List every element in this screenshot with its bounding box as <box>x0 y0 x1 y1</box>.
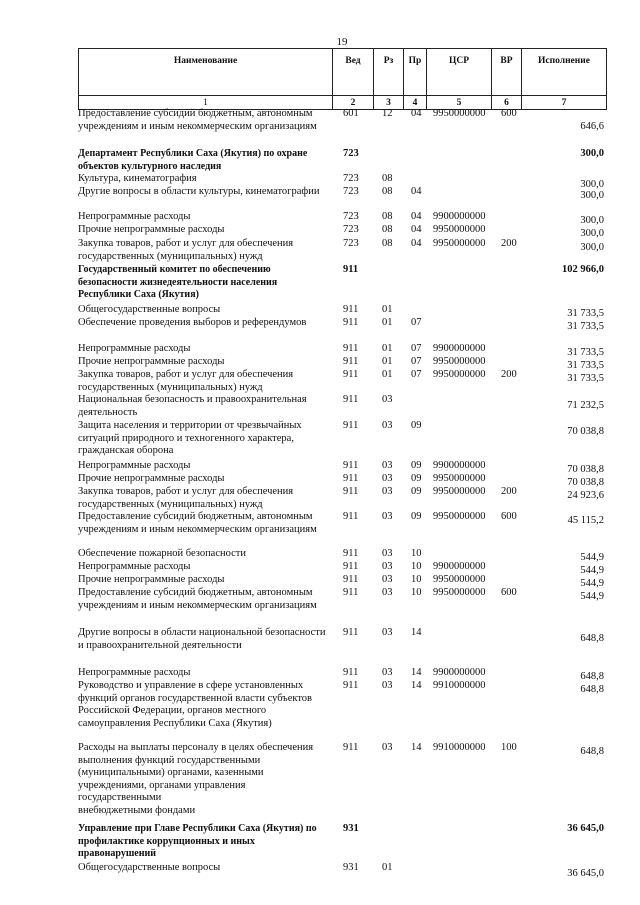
cell-ved: 911 <box>343 343 359 354</box>
cell-pr: 04 <box>411 186 422 197</box>
row-name <box>78 627 330 652</box>
cell-exec: 544,9 <box>580 564 604 576</box>
row-name-line: учреждениями, органами управления государственными <box>78 779 246 804</box>
cell-ved: 911 <box>343 356 359 367</box>
row-name <box>78 473 330 486</box>
row-name <box>78 369 330 394</box>
cell-exec: 70 038,8 <box>567 463 604 475</box>
cell-vr: 200 <box>501 238 517 249</box>
row-name <box>78 460 330 473</box>
cell-csr: 9950000000 <box>433 238 486 249</box>
row-name-line: ситуаций природного и техногенного характера, <box>78 432 294 444</box>
row-name <box>78 304 330 317</box>
cell-pr: 10 <box>411 587 422 598</box>
row-name-line: функций органов государственной власти субъектов <box>78 692 313 704</box>
cell-rz: 03 <box>382 742 393 753</box>
row-name <box>78 420 330 458</box>
row-name <box>78 394 330 419</box>
cell-csr: 9950000000 <box>433 587 486 598</box>
cell-rz: 03 <box>382 561 393 572</box>
row-name-line: Закупка товаров, работ и услуг для обеспечения <box>78 369 294 380</box>
row-name-line: Культура, кинематография <box>78 173 197 184</box>
cell-ved: 911 <box>343 574 359 585</box>
cell-pr: 09 <box>411 420 422 431</box>
cell-ved: 911 <box>343 369 359 380</box>
cell-exec: 31 733,5 <box>567 359 604 371</box>
header-pr: Пр <box>404 49 427 96</box>
cell-csr: 9950000000 <box>433 473 486 484</box>
cell-exec: 300,0 <box>580 189 604 201</box>
header-csr: ЦСР <box>427 49 492 96</box>
cell-pr: 14 <box>411 667 422 678</box>
cell-ved: 911 <box>343 460 359 471</box>
cell-pr: 10 <box>411 561 422 572</box>
cell-exec: 70 038,8 <box>567 476 604 488</box>
cell-exec: 45 115,2 <box>567 514 604 526</box>
cell-pr: 07 <box>411 369 422 380</box>
cell-vr: 200 <box>501 369 517 380</box>
cell-vr: 200 <box>501 486 517 497</box>
cell-vr: 600 <box>501 108 517 119</box>
cell-exec: 544,9 <box>580 577 604 589</box>
row-name <box>78 486 330 511</box>
row-name-line: деятельность <box>78 406 138 418</box>
cell-ved: 911 <box>343 473 359 484</box>
cell-exec: 300,0 <box>580 227 604 239</box>
cell-rz: 03 <box>382 667 393 678</box>
cell-rz: 03 <box>382 574 393 585</box>
cell-exec: 71 232,5 <box>567 400 604 412</box>
cell-exec: 648,8 <box>580 745 604 757</box>
cell-ved: 911 <box>343 667 359 678</box>
cell-ved: 911 <box>343 587 359 598</box>
cell-exec: 300,0 <box>580 179 604 191</box>
cell-ved: 911 <box>343 548 359 559</box>
header-exec: Исполнение <box>522 49 607 96</box>
cell-rz: 03 <box>382 473 393 484</box>
header-num-3: 3 <box>374 96 404 110</box>
cell-exec: 24 923,6 <box>567 489 604 501</box>
row-name-line: Непрограммные расходы <box>78 343 191 354</box>
cell-exec: 36 645,0 <box>567 823 604 834</box>
cell-rz: 03 <box>382 420 393 431</box>
header-num-6: 6 <box>492 96 522 110</box>
cell-pr: 07 <box>411 356 422 367</box>
cell-csr: 9900000000 <box>433 460 486 471</box>
cell-csr: 9910000000 <box>433 680 486 691</box>
row-name-line: и правоохранительной деятельности <box>78 639 242 651</box>
row-name <box>78 561 330 574</box>
cell-exec: 31 733,5 <box>567 346 604 358</box>
header-rz: Рз <box>374 49 404 96</box>
cell-csr: 9900000000 <box>433 211 486 222</box>
cell-pr: 04 <box>411 224 422 235</box>
row-name-line: Предоставление субсидий бюджетным, автономным <box>78 587 313 598</box>
row-name-line: Прочие непрограммные расходы <box>78 473 225 484</box>
cell-csr: 9950000000 <box>433 511 486 522</box>
cell-ved: 723 <box>343 211 359 222</box>
row-name-line: Другие вопросы в области культуры, кинематографии <box>78 186 320 197</box>
cell-pr: 04 <box>411 211 422 222</box>
cell-rz: 03 <box>382 548 393 559</box>
cell-ved: 723 <box>343 186 359 197</box>
cell-exec: 300,0 <box>580 148 604 159</box>
row-name-line: Общегосударственные вопросы <box>78 304 221 315</box>
cell-rz: 08 <box>382 186 393 197</box>
cell-exec: 648,8 <box>580 683 604 695</box>
row-name <box>78 224 330 237</box>
row-name-line: Предоставление субсидий бюджетным, автономным <box>78 108 313 119</box>
cell-pr: 14 <box>411 680 422 691</box>
row-name-line: объектов культурного наследия <box>78 160 222 172</box>
cell-pr: 07 <box>411 343 422 354</box>
cell-rz: 12 <box>382 108 393 119</box>
row-name-line: внебюджетными фондами <box>78 804 196 816</box>
header-vr: ВР <box>492 49 522 96</box>
cell-ved: 911 <box>343 627 359 638</box>
cell-ved: 911 <box>343 742 359 753</box>
header-num-7: 7 <box>522 96 607 110</box>
cell-csr: 9950000000 <box>433 574 486 585</box>
row-name <box>78 238 330 263</box>
row-name-line: Национальная безопасность и правоохранительная <box>78 394 307 405</box>
row-name <box>78 823 330 861</box>
row-name-line: Руководство и управление в сфере установленных <box>78 680 304 691</box>
row-name-line: Непрограммные расходы <box>78 667 191 678</box>
cell-ved: 911 <box>343 420 359 431</box>
cell-rz: 01 <box>382 356 393 367</box>
cell-rz: 03 <box>382 460 393 471</box>
row-name <box>78 343 330 356</box>
cell-csr: 9950000000 <box>433 108 486 119</box>
cell-exec: 648,8 <box>580 633 604 645</box>
header-ved: Вед <box>333 49 374 96</box>
cell-exec: 31 733,5 <box>567 307 604 319</box>
row-name-line: Российской Федерации, органов местного <box>78 705 267 717</box>
cell-rz: 03 <box>382 486 393 497</box>
row-name-line: гражданская оборона <box>78 445 174 457</box>
cell-ved: 911 <box>343 680 359 691</box>
row-name <box>78 742 330 818</box>
cell-ved: 911 <box>343 511 359 522</box>
cell-rz: 03 <box>382 394 393 405</box>
row-name-line: Прочие непрограммные расходы <box>78 574 225 585</box>
cell-csr: 9950000000 <box>433 369 486 380</box>
row-name-line: учреждениям и иным некоммерческим организациям <box>78 599 317 611</box>
row-name-line: Прочие непрограммные расходы <box>78 356 225 367</box>
cell-rz: 08 <box>382 173 393 184</box>
row-name-line: государственных (муниципальных) нужд <box>78 250 263 262</box>
row-name <box>78 680 330 730</box>
cell-pr: 09 <box>411 473 422 484</box>
cell-exec: 102 966,0 <box>562 264 604 275</box>
cell-rz: 08 <box>382 224 393 235</box>
cell-vr: 100 <box>501 742 517 753</box>
cell-rz: 08 <box>382 211 393 222</box>
cell-exec: 300,0 <box>580 241 604 253</box>
row-name-line: безопасности жизнедеятельности населения <box>78 276 278 288</box>
cell-exec: 70 038,8 <box>567 426 604 438</box>
cell-pr: 09 <box>411 511 422 522</box>
cell-ved: 723 <box>343 224 359 235</box>
cell-rz: 01 <box>382 343 393 354</box>
cell-vr: 600 <box>501 587 517 598</box>
cell-ved: 911 <box>343 304 359 315</box>
row-name-line: Закупка товаров, работ и услуг для обеспечения <box>78 238 294 249</box>
cell-exec: 31 733,5 <box>567 372 604 384</box>
row-name <box>78 574 330 587</box>
cell-csr: 9910000000 <box>433 742 486 753</box>
row-name-line: правонарушений <box>78 848 157 860</box>
row-name-line: профилактике коррупционных и иных <box>78 835 255 847</box>
row-name <box>78 211 330 224</box>
row-name-line: Непрограммные расходы <box>78 460 191 471</box>
row-name <box>78 173 330 186</box>
cell-exec: 544,9 <box>580 590 604 602</box>
cell-rz: 03 <box>382 627 393 638</box>
row-name-line: учреждениям и иным некоммерческим организациям <box>78 120 317 132</box>
cell-exec: 36 645,0 <box>567 868 604 880</box>
header-num-2: 2 <box>333 96 374 110</box>
cell-exec: 300,0 <box>580 214 604 226</box>
row-name-line: Защита населения и территории от чрезвычайных <box>78 420 302 431</box>
cell-rz: 03 <box>382 587 393 598</box>
cell-csr: 9950000000 <box>433 486 486 497</box>
row-name-line: (муниципальными) органами, казенными <box>78 767 264 779</box>
row-name <box>78 667 330 680</box>
row-name-line: самоуправления Республики Саха (Якутия) <box>78 717 272 729</box>
cell-csr: 9900000000 <box>433 561 486 572</box>
header-num-5: 5 <box>427 96 492 110</box>
cell-vr: 600 <box>501 511 517 522</box>
row-name-line: государственных (муниципальных) нужд <box>78 498 263 510</box>
row-name <box>78 862 330 875</box>
cell-ved: 911 <box>343 264 359 275</box>
row-name-line: Непрограммные расходы <box>78 211 191 222</box>
row-name-line: Закупка товаров, работ и услуг для обеспечения <box>78 486 294 497</box>
row-name <box>78 186 330 199</box>
cell-rz: 01 <box>382 862 393 873</box>
header-num-1: 1 <box>79 96 333 110</box>
cell-ved: 911 <box>343 486 359 497</box>
row-name <box>78 108 330 133</box>
row-name <box>78 317 330 330</box>
row-name <box>78 548 330 561</box>
cell-pr: 07 <box>411 317 422 328</box>
cell-ved: 931 <box>343 823 359 834</box>
row-name-line: Прочие непрограммные расходы <box>78 224 225 235</box>
cell-pr: 14 <box>411 742 422 753</box>
row-name-line: Государственный комитет по обеспечению <box>78 264 271 275</box>
row-name-line: Республики Саха (Якутия) <box>78 289 199 301</box>
header-name: Наименование <box>79 49 333 96</box>
cell-exec: 544,9 <box>580 551 604 563</box>
cell-rz: 08 <box>382 238 393 249</box>
cell-ved: 911 <box>343 561 359 572</box>
cell-pr: 04 <box>411 238 422 249</box>
row-name-line: государственных (муниципальных) нужд <box>78 381 263 393</box>
cell-ved: 723 <box>343 238 359 249</box>
cell-ved: 931 <box>343 862 359 873</box>
row-name <box>78 148 330 173</box>
cell-exec: 648,8 <box>580 670 604 682</box>
cell-rz: 03 <box>382 680 393 691</box>
row-name <box>78 511 330 536</box>
row-name-line: Департамент Республики Саха (Якутия) по охране <box>78 148 308 159</box>
row-name-line: Общегосударственные вопросы <box>78 862 221 873</box>
cell-ved: 911 <box>343 317 359 328</box>
row-name-line: Расходы на выплаты персоналу в целях обеспечения <box>78 742 314 753</box>
cell-rz: 01 <box>382 369 393 380</box>
cell-pr: 09 <box>411 460 422 471</box>
cell-rz: 03 <box>382 511 393 522</box>
cell-rz: 01 <box>382 304 393 315</box>
cell-pr: 04 <box>411 108 422 119</box>
row-name-line: Обеспечение проведения выборов и референдумов <box>78 317 307 328</box>
row-name-line: Другие вопросы в области национальной безопасности <box>78 627 326 638</box>
cell-ved: 723 <box>343 173 359 184</box>
cell-pr: 14 <box>411 627 422 638</box>
page-number: 19 <box>336 36 348 48</box>
cell-pr: 10 <box>411 574 422 585</box>
cell-pr: 10 <box>411 548 422 559</box>
cell-pr: 09 <box>411 486 422 497</box>
row-name <box>78 264 330 302</box>
cell-ved: 723 <box>343 148 359 159</box>
row-name-line: Обеспечение пожарной безопасности <box>78 548 247 559</box>
row-name-line: выполнения функций государственными <box>78 754 261 766</box>
cell-csr: 9900000000 <box>433 667 486 678</box>
cell-csr: 9950000000 <box>433 224 486 235</box>
row-name <box>78 587 330 612</box>
cell-csr: 9900000000 <box>433 343 486 354</box>
row-name-line: учреждениям и иным некоммерческим организациям <box>78 523 317 535</box>
cell-csr: 9950000000 <box>433 356 486 367</box>
cell-ved: 911 <box>343 394 359 405</box>
row-name-line: Управление при Главе Республики Саха (Якутия) по <box>78 823 317 834</box>
cell-exec: 646,6 <box>580 120 604 132</box>
row-name <box>78 356 330 369</box>
row-name-line: Предоставление субсидий бюджетным, автономным <box>78 511 313 522</box>
row-name-line: Непрограммные расходы <box>78 561 191 572</box>
cell-rz: 01 <box>382 317 393 328</box>
header-num-4: 4 <box>404 96 427 110</box>
cell-ved: 601 <box>343 108 359 119</box>
cell-exec: 31 733,5 <box>567 320 604 332</box>
table-header <box>78 48 607 110</box>
